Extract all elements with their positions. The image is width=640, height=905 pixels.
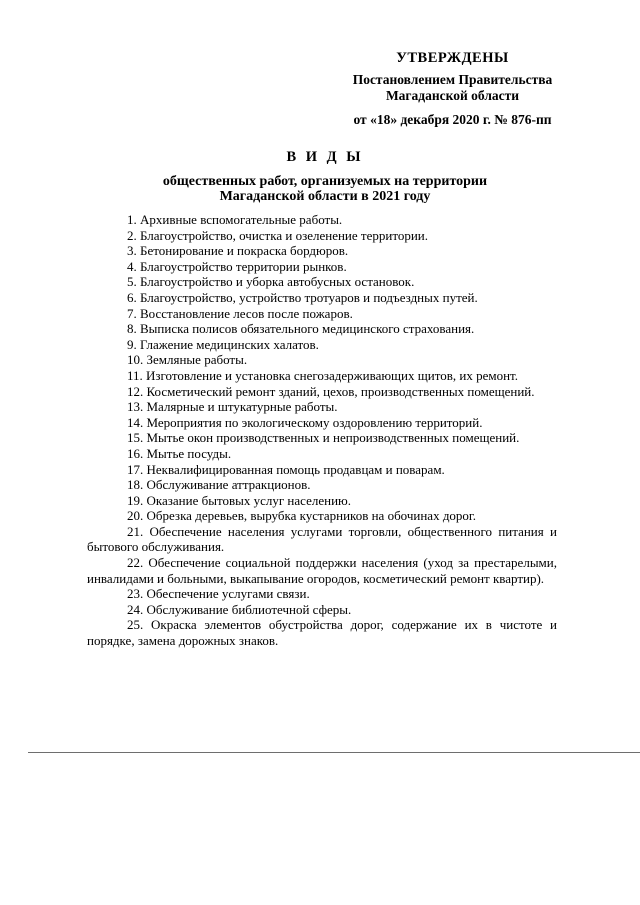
list-item: 10. Земляные работы.	[127, 352, 248, 368]
document-subtitle-line2: Магаданской области в 2021 году	[219, 189, 431, 204]
approval-title: УТВЕРЖДЕНЫ	[396, 50, 509, 66]
list-item: 8. Выписка полисов обязательного медицинского страхования.	[127, 321, 475, 337]
document-subtitle-line1: общественных работ, организуемых на территории	[162, 173, 488, 189]
list-item: 13. Малярные и штукатурные работы.	[127, 399, 338, 415]
list-item: 25. Окраска элементов обустройства дорог, содержание их в чистоте и порядке, замена дорожных знаков.	[87, 617, 557, 649]
document-title: В И Д Ы	[286, 149, 364, 165]
list-item: 14. Мероприятия по экологическому оздоровлению территорий.	[127, 414, 483, 430]
list-item: 12. Косметический ремонт зданий, цехов, производственных помещений.	[127, 383, 535, 399]
list-item: 21. Обеспечение населения услугами торговли, общественного питания и бытового обслуживания.	[87, 523, 557, 555]
document-heading	[60, 150, 590, 205]
approval-block	[330, 50, 575, 128]
list-item: 20. Обрезка деревьев, вырубка кустарников на обочинах дорог.	[127, 508, 477, 524]
list-item: 24. Обслуживание библиотечной сферы.	[127, 601, 352, 617]
works-list	[87, 212, 557, 649]
list-item: 9. Глажение медицинских халатов.	[127, 336, 319, 352]
list-item: 4. Благоустройство территории рынков.	[127, 258, 347, 274]
list-item: 23. Обеспечение услугами связи.	[127, 586, 310, 602]
list-item: 3. Бетонирование и покраска бордюров.	[127, 243, 349, 259]
list-item: 22. Обеспечение социальной поддержки населения (уход за престарелыми, инвалидами и больными, выкапывание огородов, косметический ремонт квартир).	[87, 555, 557, 586]
list-item: 2. Благоустройство, очистка и озеленение территории.	[127, 227, 428, 243]
list-item: 16. Мытье посуды.	[127, 445, 232, 461]
list-item: 18. Обслуживание аттракционов.	[127, 477, 311, 493]
list-item: 1. Архивные вспомогательные работы.	[127, 212, 343, 227]
list-item: 7. Восстановление лесов после пожаров.	[127, 305, 353, 321]
approval-issuer: Постановлением Правительства	[352, 72, 553, 87]
list-item: 15. Мытье окон производственных и непроизводственных помещений.	[127, 430, 520, 446]
list-item: 6. Благоустройство, устройство тротуаров и подъездных путей.	[127, 289, 478, 305]
approval-region: Магаданской области	[385, 88, 520, 103]
page-divider	[28, 752, 640, 753]
list-item: 19. Оказание бытовых услуг населению.	[127, 492, 351, 508]
list-item: 5. Благоустройство и уборка автобусных остановок.	[127, 274, 415, 290]
approval-date: от «18» декабря 2020 г. № 876-пп	[353, 112, 552, 127]
list-item: 17. Неквалифицированная помощь продавцам и поварам.	[127, 461, 445, 477]
list-item: 11. Изготовление и установка снегозадерживающих щитов, их ремонт.	[127, 367, 518, 383]
